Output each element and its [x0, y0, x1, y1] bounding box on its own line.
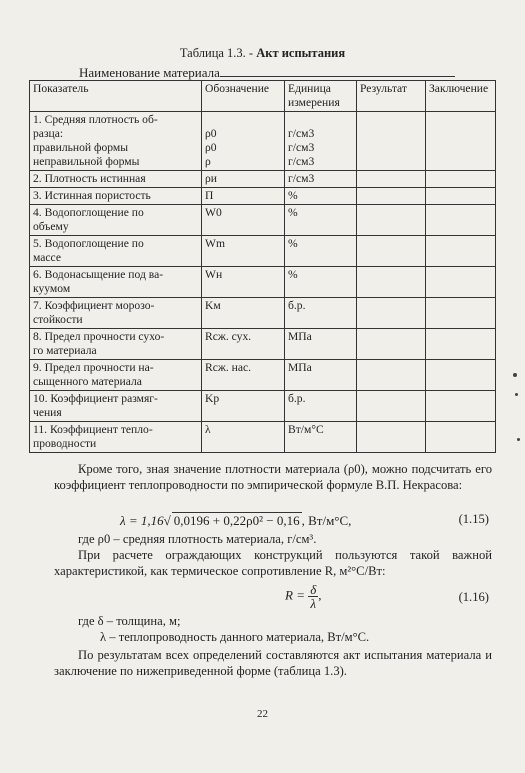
caption-title: Акт испытания: [256, 46, 346, 60]
header-conclusion: Заключение: [426, 81, 496, 112]
row-symbol: П: [202, 188, 285, 205]
material-name-line: [79, 64, 455, 81]
row-indicator: 11. Коэффициент тепло- проводности: [30, 422, 202, 453]
row-conclusion: [426, 171, 496, 188]
table-row: [30, 298, 496, 329]
row-unit: %: [285, 188, 357, 205]
table-row: [30, 236, 496, 267]
row-result: [357, 171, 426, 188]
row-unit: б.р.: [285, 298, 357, 329]
where-rho: где ρ0 – средняя плотность материала, г/см³.: [78, 532, 317, 546]
material-label: Наименование материала: [79, 65, 220, 80]
table-row: [30, 171, 496, 188]
table-row: [30, 112, 496, 171]
row-unit: МПа: [285, 329, 357, 360]
formula-1-16: [285, 583, 322, 610]
row-result: [357, 360, 426, 391]
table-row: [30, 360, 496, 391]
table-row: [30, 391, 496, 422]
row-indicator: 2. Плотность истинная: [30, 171, 202, 188]
fraction-numerator: δ: [310, 582, 317, 597]
row-symbol: Wн: [202, 267, 285, 298]
formula-1-15: λ = 1,16√ 0,0196 + 0,22ρ0² − 0,16 , Вт/м°С,: [120, 513, 352, 528]
row-result: [357, 205, 426, 236]
row-conclusion: [426, 360, 496, 391]
table-header-row: [30, 81, 496, 112]
row-result: [357, 298, 426, 329]
row-unit: г/см3 г/см3 г/см3: [285, 112, 357, 171]
row-result: [357, 236, 426, 267]
row-indicator: 9. Предел прочности на- сыщенного материала: [30, 360, 202, 391]
row-indicator: 7. Коэффициент морозо- стойкости: [30, 298, 202, 329]
header-indicator: Показатель: [30, 81, 202, 112]
row-indicator: 5. Водопоглощение по массе: [30, 236, 202, 267]
formula-r-end: ,: [318, 587, 322, 603]
formula-r-lhs: R =: [285, 587, 305, 603]
row-conclusion: [426, 205, 496, 236]
table-row: [30, 205, 496, 236]
row-result: [357, 267, 426, 298]
header-symbol: Обозначение: [202, 81, 285, 112]
row-symbol: W0: [202, 205, 285, 236]
row-symbol: Rсж. нас.: [202, 360, 285, 391]
row-unit: г/см3: [285, 171, 357, 188]
row-unit: МПа: [285, 360, 357, 391]
table-row: [30, 188, 496, 205]
row-indicator: 3. Истинная пористость: [30, 188, 202, 205]
row-result: [357, 329, 426, 360]
row-unit: б.р.: [285, 391, 357, 422]
row-conclusion: [426, 188, 496, 205]
row-conclusion: [426, 267, 496, 298]
formula-lhs: λ = 1,16: [120, 513, 164, 528]
row-unit: %: [285, 205, 357, 236]
material-blank: [220, 64, 455, 77]
row-conclusion: [426, 422, 496, 453]
row-conclusion: [426, 112, 496, 171]
scan-speck: [517, 438, 520, 441]
formula-units: , Вт/м°С,: [301, 513, 352, 528]
row-symbol: λ: [202, 422, 285, 453]
row-symbol: ρ0 ρ0 ρ: [202, 112, 285, 171]
scan-speck: [515, 393, 518, 396]
row-result: [357, 391, 426, 422]
fraction-denominator: λ: [310, 596, 317, 611]
table-row: [30, 329, 496, 360]
table-row: [30, 422, 496, 453]
row-indicator: 10. Коэффициент размяг- чения: [30, 391, 202, 422]
paragraph-nekrasov: Кроме того, зная значение плотности материала (ρ0), можно подсчитать его коэффициент теплопроводности по эмпирической формуле В.П. Некрасова:: [54, 462, 492, 492]
header-unit: Единица измерения: [285, 81, 357, 112]
formula-fraction: [308, 583, 318, 610]
header-result: Результат: [357, 81, 426, 112]
paragraph-conclusion: По результатам всех определений составляются акт испытания материала и заключение по нижеприведенной форме (таблица 1.3).: [54, 648, 492, 678]
row-symbol: Kм: [202, 298, 285, 329]
equation-number-1-16: (1.16): [458, 590, 489, 604]
row-conclusion: [426, 236, 496, 267]
row-unit: %: [285, 267, 357, 298]
row-result: [357, 422, 426, 453]
row-symbol: Rсж. сух.: [202, 329, 285, 360]
row-conclusion: [426, 298, 496, 329]
paragraph-thermal-resistance: При расчете ограждающих конструкций пользуются такой важной характеристикой, как термическое сопротивление R, м²°С/Вт:: [54, 548, 492, 578]
row-unit: %: [285, 236, 357, 267]
row-conclusion: [426, 329, 496, 360]
row-indicator: 6. Водонасыщение под ва- куумом: [30, 267, 202, 298]
caption-prefix: Таблица 1.3. -: [179, 46, 257, 60]
page-number: 22: [257, 708, 268, 720]
row-symbol: ρи: [202, 171, 285, 188]
row-symbol: Wm: [202, 236, 285, 267]
table-row: [30, 267, 496, 298]
test-report-table: [29, 80, 496, 453]
row-unit: Вт/м°С: [285, 422, 357, 453]
row-result: [357, 112, 426, 171]
table-caption: [0, 46, 525, 61]
row-indicator: 8. Предел прочности сухо- го материала: [30, 329, 202, 360]
row-conclusion: [426, 391, 496, 422]
where-delta: где δ – толщина, м;: [78, 614, 181, 628]
formula-radicand: 0,0196 + 0,22ρ0² − 0,16: [173, 513, 300, 528]
row-result: [357, 188, 426, 205]
scan-speck: [513, 373, 517, 377]
row-indicator: 4. Водопоглощение по объему: [30, 205, 202, 236]
row-indicator: 1. Средняя плотность об- разца: правильной формы неправильной формы: [30, 112, 202, 171]
equation-number-1-15: (1.15): [458, 512, 489, 526]
where-lambda: λ – теплопроводность данного материала, Вт/м°С.: [100, 630, 370, 644]
row-symbol: Kр: [202, 391, 285, 422]
